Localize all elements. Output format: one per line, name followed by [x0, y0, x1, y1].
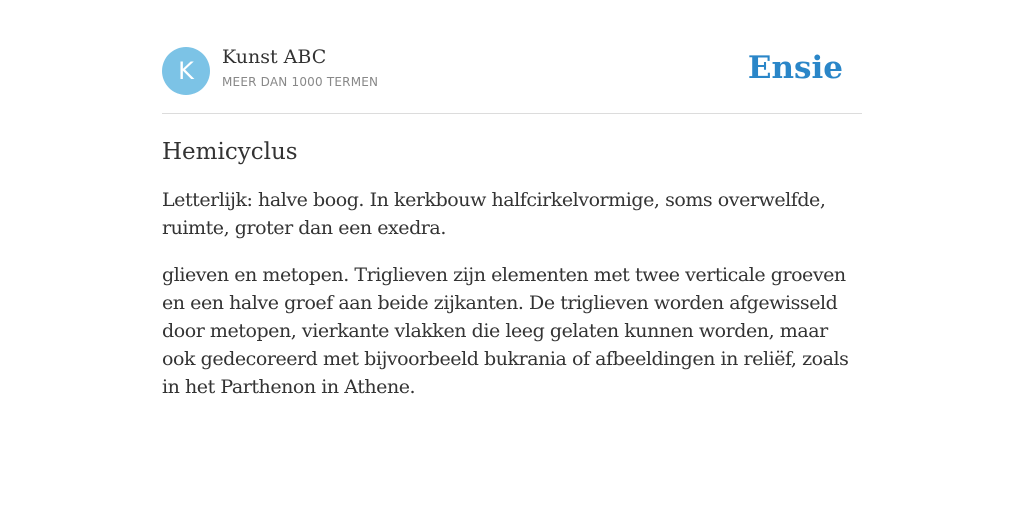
ensie-logo[interactable]: Ensie [747, 50, 843, 86]
article-paragraph-1: Letterlijk: halve boog. In kerkbouw halfcirkelvormige, soms overwelfde, ruimte, groter dan een exedra. [162, 189, 826, 239]
source-name-link[interactable]: Kunst ABC [222, 46, 327, 68]
card-header [162, 46, 862, 114]
article-title: Hemicyclus [162, 139, 298, 165]
definition-card [162, 46, 862, 401]
source-avatar[interactable]: K [162, 47, 210, 95]
source-subtitle: MEER DAN 1000 TERMEN [222, 75, 379, 89]
article-paragraph-2: glieven en metopen. Triglieven zijn elementen met twee verticale groeven en een halve groef aan beide zijkanten. De triglieven worden afgewisseld door metopen, vierkante vlakken die leeg gelaten kunnen worden, maar ook gedecoreerd met bijvoorbeeld bukrania of afbeeldingen in reliëf, zoals in het Parthenon in Athene. [162, 264, 849, 398]
